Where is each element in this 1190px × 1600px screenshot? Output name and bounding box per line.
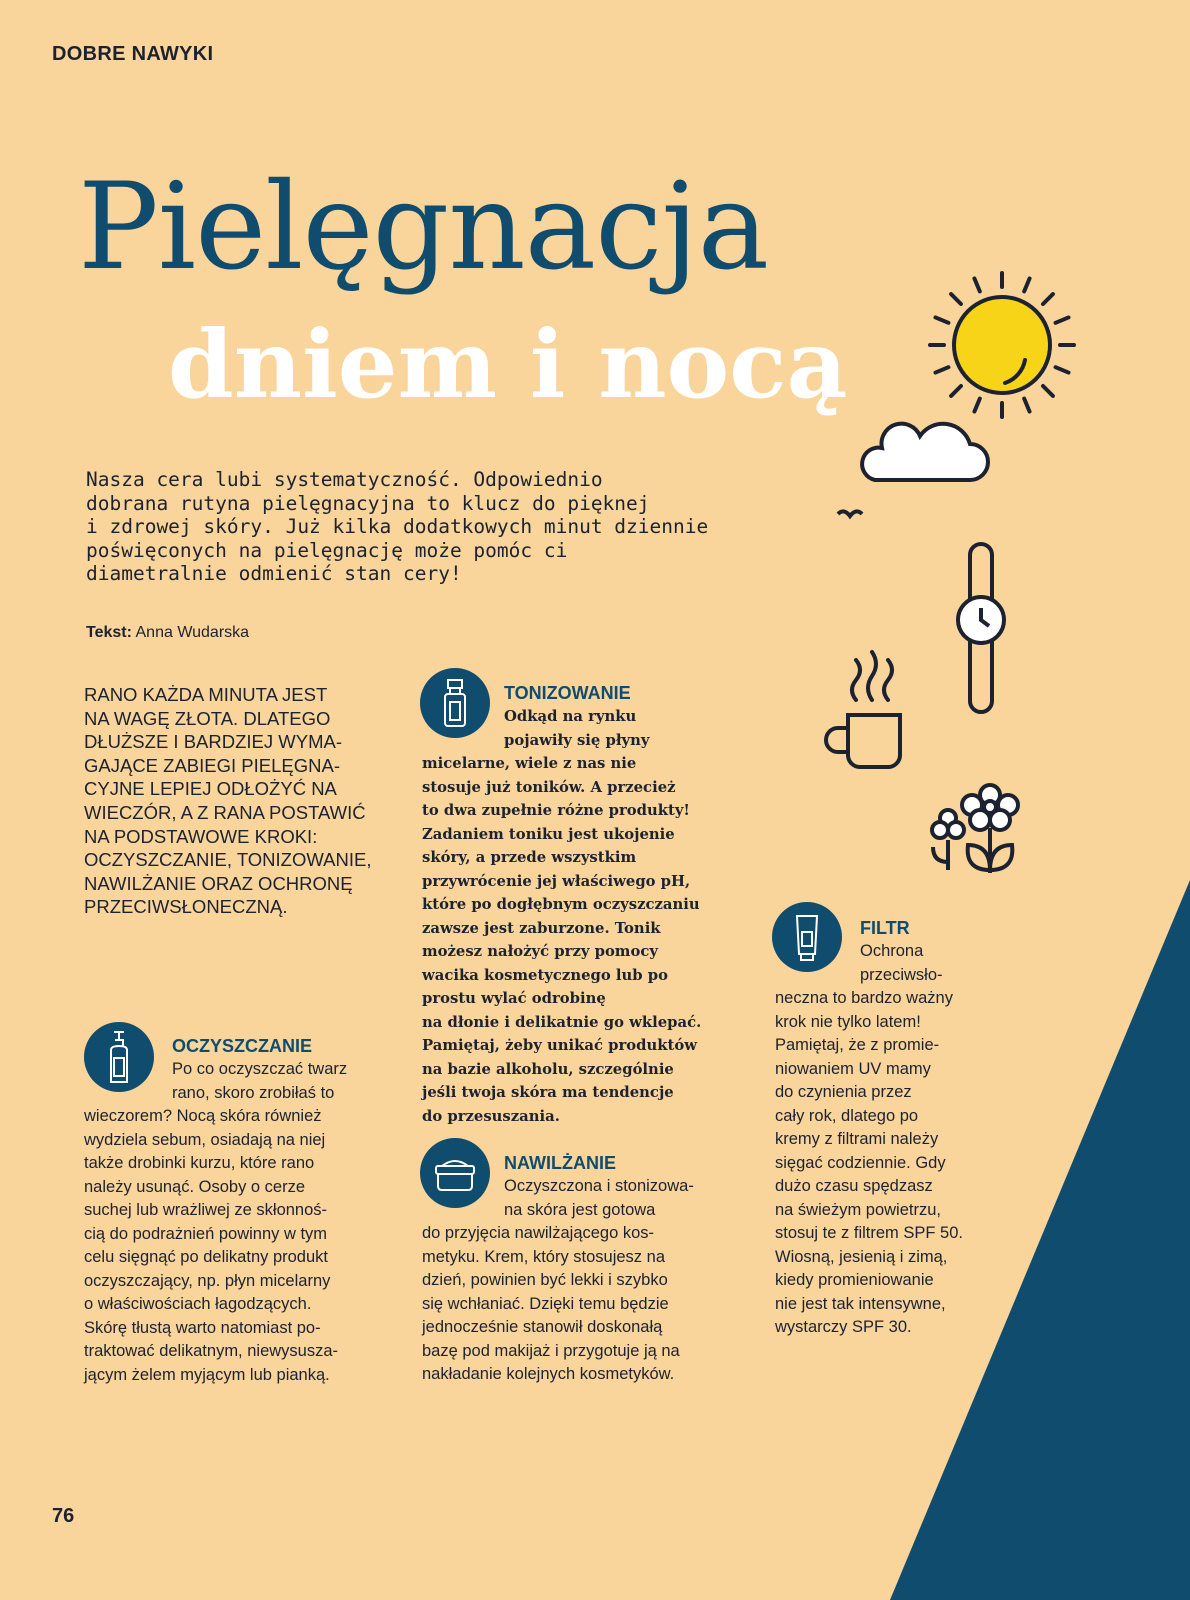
sun-ray [1056, 367, 1069, 372]
cloud-icon [862, 424, 988, 480]
sun-ray [974, 399, 979, 412]
watch-icon [958, 544, 1004, 712]
sun-ray [1043, 386, 1053, 396]
author-name: Anna Wudarska [135, 624, 250, 641]
oczyszczanie-body: wieczorem? Nocą skóra również wydziela sebum, osiadają na niej także drobinki kurzu, które rano należy usunąć. Osoby o cerze suchej lub wrażliwej ze skłonnoś- cią do podrażnień powinny w tym celu sięgnąć po delikatny produkt oczyszczający, np. płyn micelarny o właściwościach łagodzących. Skórę tłustą warto natomiast po- traktować delikatnym, niewysusza- jącym żelem myjącym lub pianką. [84, 1107, 339, 1384]
tonizowanie-intro: Odkąd na rynku pojawiły się płyny [504, 708, 650, 749]
sun-ray [935, 367, 948, 372]
sun-ray [1024, 399, 1029, 412]
sun-ray [1043, 294, 1053, 304]
cream-jar-icon [420, 1138, 490, 1208]
heading-oczyszczanie: OCZYSZCZANIE [172, 1036, 313, 1056]
filtr-body: neczna to bardzo ważny krok nie tylko latem! Pamiętaj, że z promie- niowaniem UV mamy do czynienia przez cały rok, dlatego po kremy z filtrami należy sięgać codziennie. Gdy dużo czasu spędzasz na świeżym powietrzu, stosuj te z filtrem SPF 50. Wiosną, jesienią i zimą, kiedy promieniowanie nie jest tak intensywne, wystarczy SPF 30. [775, 989, 963, 1336]
oczyszczanie-intro: Po co oczyszczać twarz rano, skoro zrobiłaś to [172, 1060, 348, 1102]
bird-icon [838, 511, 862, 516]
author-credit [86, 624, 249, 642]
heading-tonizowanie: TONIZOWANIE [504, 683, 631, 703]
sun-icon [930, 273, 1074, 417]
flowers-icon [932, 785, 1018, 873]
section-label: DOBRE NAWYKI [52, 43, 214, 65]
sun-ray [951, 386, 961, 396]
coffee-cup-icon [826, 652, 900, 767]
tonizowanie-body: micelarne, wiele z nas nie stosuje już toników. A przecież to dwa zupełnie różne produkty! Zadaniem toniku jest ukojenie skóry, a przede wszystkim przywrócenie jej właściwego pH, które po dogłębnym oczyszczaniu zawsze jest zaburzone. Tonik możesz nałożyć przy pomocy wacika kosmetycznego lub po prostu wylać odrobinę na dłonie i delikatnie go wklepać. Pamiętaj, żeby unikać produktów na bazie alkoholu, szczególnie jeśli twoja skóra ma tendencje do przesuszania. [422, 755, 702, 1125]
sunscreen-tube-icon [772, 902, 842, 972]
intro-paragraph: Nasza cera lubi systematyczność. Odpowiednio dobrana rutyna pielęgnacyjna to klucz do pięknej i zdrowej skóry. Już kilka dodatkowych minut dziennie poświęconych na pielęgnację może pomóc ci diametralnie odmienić stan cery! [86, 468, 709, 585]
nawilzanie-body: do przyjęcia nawilżającego kos- metyku. Krem, który stosujesz na dzień, powinien być lekki i szybko się wchłaniać. Dzięki temu będzie jednocześnie stanowił doskonałą bazę pod makijaż i przygotuje ją na nakładanie kolejnych kosmetyków. [422, 1224, 680, 1383]
sun-ray [935, 317, 948, 322]
toner-bottle-icon [420, 668, 490, 738]
heading-nawilzanie: NAWILŻANIE [504, 1153, 616, 1173]
sun-ray [1024, 278, 1029, 291]
sun-ray [951, 294, 961, 304]
cleanser-pump-icon [84, 1022, 154, 1092]
page-number: 76 [52, 1505, 75, 1527]
sun-ray [1056, 317, 1069, 322]
heading-filtr: FILTR [860, 918, 910, 938]
title-line-1: Pielęgnacja [78, 158, 769, 297]
nawilzanie-intro: Oczyszczona i stonizowa- na skóra jest gotowa [504, 1177, 694, 1219]
filtr-intro: Ochrona przeciwsło- [860, 942, 943, 984]
title-line-2: dniem i nocą [168, 310, 848, 420]
lead-paragraph: RANO KAŻDA MINUTA JEST NA WAGĘ ZŁOTA. DLATEGO DŁUŻSZE I BARDZIEJ WYMA- GAJĄCE ZABIEGI PIELĘGNA- CYJNE LEPIEJ ODŁOŻYĆ NA WIECZÓR, A Z RANA POSTAWIĆ NA PODSTAWOWE KROKI: OCZYSZCZANIE, TONIZOWANIE, NAWILŻANIE ORAZ OCHRONĘ PRZECIWSŁONECZNĄ. [84, 684, 372, 918]
author-label: Tekst: [86, 624, 132, 641]
sun-ray [974, 278, 979, 291]
